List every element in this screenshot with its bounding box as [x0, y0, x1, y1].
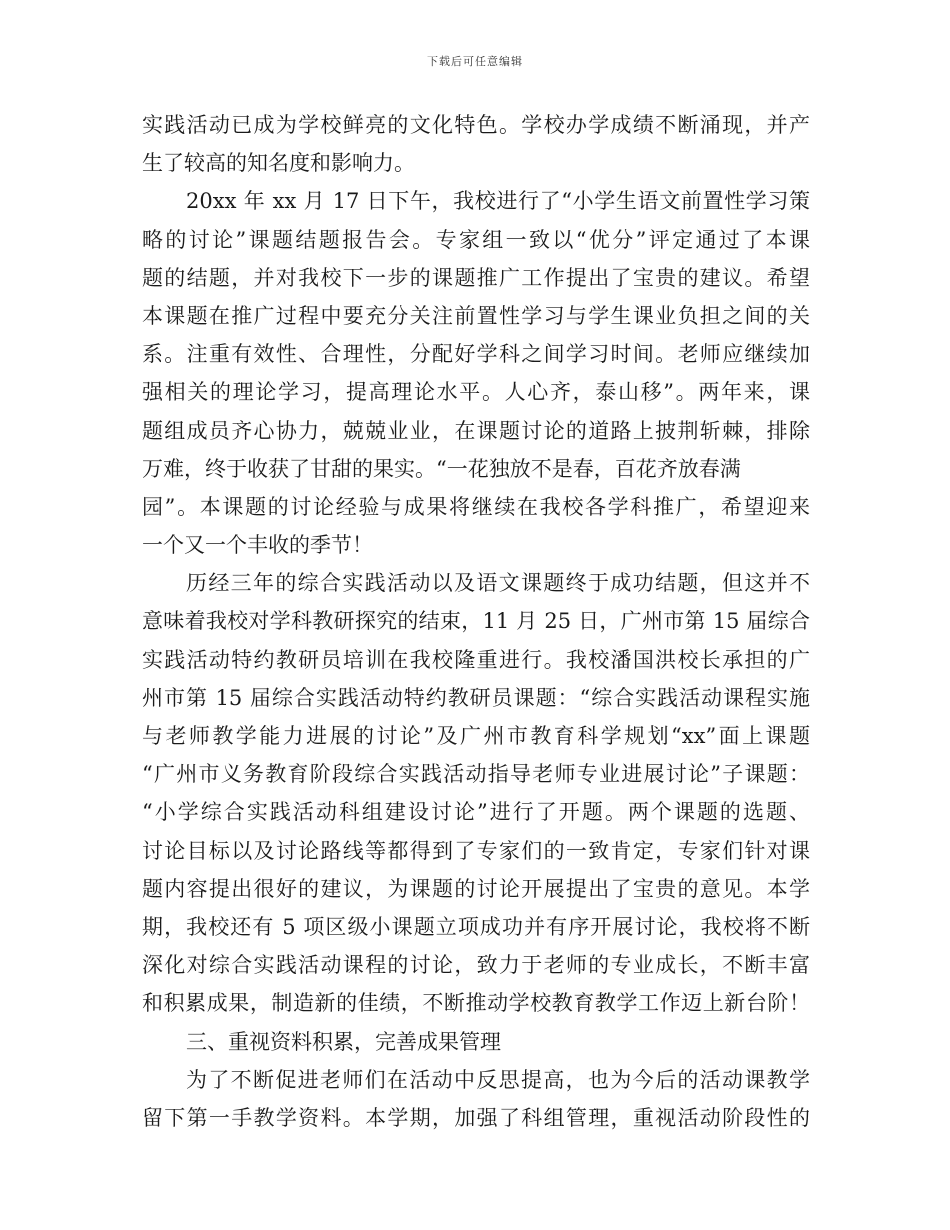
text-line: 一个又一个丰收的季节！ [142, 533, 373, 558]
text-line: 期，我校还有 5 项区级小课题立项成功并有序开展讨论，我校将不断 [142, 914, 810, 939]
text-line: 州市第 15 届综合实践活动特约教研员课题：“综合实践活动课程实施 [142, 685, 810, 710]
text-line: 强相关的理论学习，提高理论水平。人心齐，泰山移”。两年来，课 [142, 380, 810, 405]
text-line: 万难，终于收获了甘甜的果实。“一花独放不是春，百花齐放春满 [142, 456, 741, 481]
text-line: 和积累成果，制造新的佳绩，不断推动学校教育教学工作迈上新台阶！ [142, 991, 810, 1016]
text-line: 题的结题，并对我校下一步的课题推广工作提出了宝贵的建议。希望 [142, 265, 810, 290]
text-line: 讨论目标以及讨论路线等都得到了专家们的一致肯定，专家们针对课 [142, 838, 810, 863]
text-line: 为了不断促进老师们在活动中反思提高，也为今后的活动课教学 [186, 1067, 810, 1092]
text-line: 本课题在推广过程中要充分关注前置性学习与学生课业负担之间的关 [142, 303, 810, 328]
text-line: 生了较高的知名度和影响力。 [142, 151, 415, 176]
text-line: 历经三年的综合实践活动以及语文课题终于成功结题，但这并不 [186, 571, 810, 596]
page-header: 下载后可任意编辑 [427, 55, 523, 68]
text-line: 实践活动已成为学校鲜亮的文化特色。学校办学成绩不断涌现，并产 [142, 113, 810, 137]
text-line: 实践活动特约教研员培训在我校隆重进行。我校潘国洪校长承担的广 [142, 647, 810, 672]
text-line: 深化对综合实践活动课程的讨论，致力于老师的专业成长，不断丰富 [142, 953, 810, 978]
text-line: 略的讨论”课题结题报告会。专家组一致以“优分”评定通过了本课 [142, 227, 810, 252]
text-line: 题组成员齐心协力，兢兢业业，在课题讨论的道路上披荆斩棘，排除 [142, 418, 810, 443]
text-line: 三、重视资料积累，完善成果管理 [186, 1029, 501, 1054]
text-line: 与老师教学能力进展的讨论”及广州市教育科学规划“xx”面上课题 [142, 724, 810, 748]
text-line: 园”。本课题的讨论经验与成果将继续在我校各学科推广，希望迎来 [142, 494, 810, 519]
text-line: “广州市义务教育阶段综合实践活动指导老师专业进展讨论”子课题： [142, 762, 810, 787]
text-line: “小学综合实践活动科组建设讨论”进行了开题。两个课题的选题、 [142, 800, 810, 825]
text-line: 20xx 年 xx 月 17 日下午，我校进行了“小学生语文前置性学习策 [186, 189, 810, 214]
text-line: 意味着我校对学科教研探究的结束，11 月 25 日，广州市第 15 届综合 [142, 609, 810, 634]
document-body [142, 106, 810, 1137]
text-line: 系。注重有效性、合理性，分配好学科之间学习时间。老师应继续加 [142, 342, 810, 367]
text-line: 题内容提出很好的建议，为课题的讨论开展提出了宝贵的意见。本学 [142, 876, 810, 901]
text-line: 留下第一手教学资料。本学期，加强了科组管理，重视活动阶段性的 [142, 1105, 810, 1130]
